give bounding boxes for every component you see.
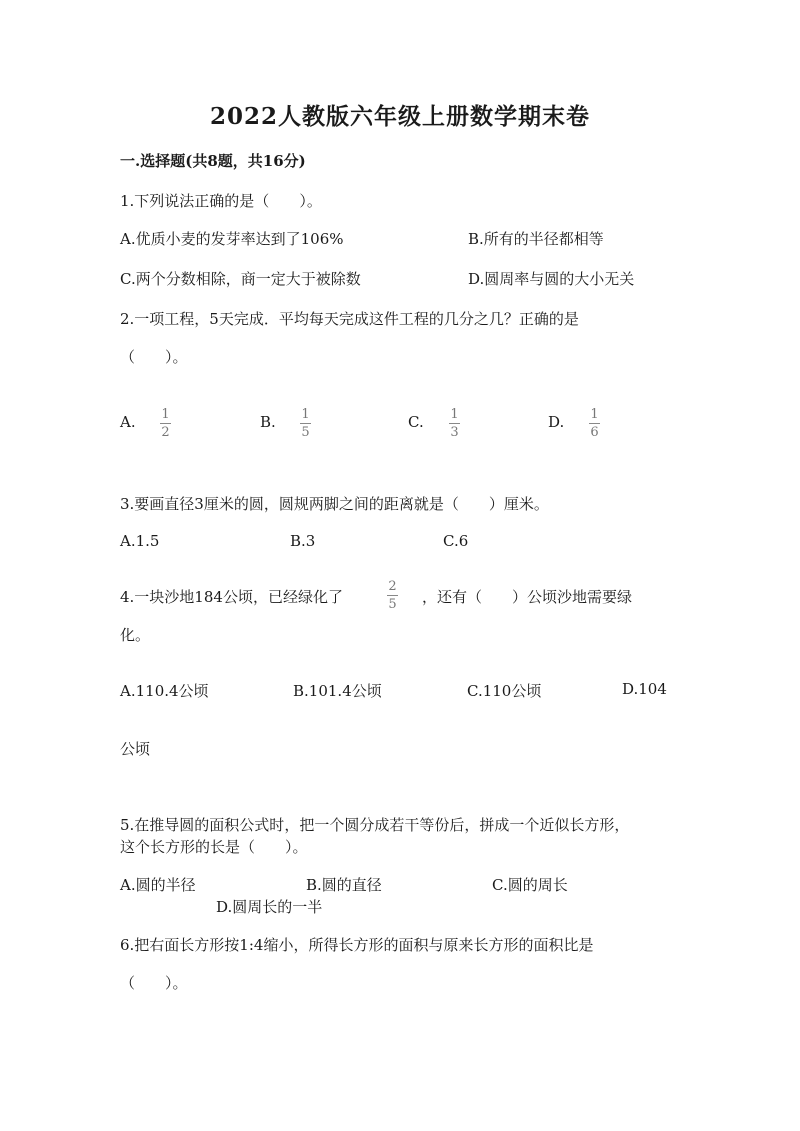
section-heading: 一.选择题(共8题，共16分) <box>120 152 306 170</box>
question-5-stem-line1: 5.在推导圆的面积公式时，把一个圆分成若干等份后，拼成一个近似长方形， <box>120 816 630 834</box>
question-5-option-a: A.圆的半径 <box>120 876 196 894</box>
fraction-numerator: 1 <box>590 407 599 422</box>
fraction-numerator: 1 <box>161 407 170 422</box>
question-3-stem: 3.要画直径3厘米的圆，圆规两脚之间的距离就是（ ）厘米。 <box>120 495 549 513</box>
question-3-option-c: C.6 <box>443 532 469 550</box>
question-3-option-a: A.1.5 <box>120 532 160 550</box>
fraction-bar <box>160 423 171 424</box>
question-4-option-b: B.101.4公顷 <box>293 682 382 700</box>
question-1-stem: 1.下列说法正确的是（ ）。 <box>120 192 322 210</box>
question-5-stem-line2: 这个长方形的长是（ ）。 <box>120 838 308 856</box>
question-2-option-c-label: C. <box>408 413 424 431</box>
fraction-numerator: 2 <box>388 579 397 594</box>
question-5-option-d: D.圆周长的一半 <box>216 898 323 916</box>
question-4-stem-part2: ，还有（ ）公顷沙地需要绿 <box>422 588 633 606</box>
question-6-stem-line1: 6.把右面长方形按1:4缩小，所得长方形的面积与原来长方形的面积比是 <box>120 936 594 954</box>
fraction-denominator: 3 <box>450 425 459 440</box>
question-4-stem-line2: 化。 <box>120 626 151 644</box>
question-4-option-c: C.110公顷 <box>467 682 542 700</box>
question-4-option-d-continued: 公顷 <box>120 740 151 758</box>
question-1-option-a: A.优质小麦的发芽率达到了106% <box>120 230 344 248</box>
fraction-denominator: 2 <box>161 425 170 440</box>
question-6-stem-line2: （ ）。 <box>120 974 188 992</box>
question-4-option-d: D.104 <box>622 680 667 698</box>
question-2-option-d-label: D. <box>548 413 565 431</box>
question-2-stem-line1: 2.一项工程，5天完成．平均每天完成这件工程的几分之几？正确的是 <box>120 310 579 328</box>
fraction-numerator: 1 <box>450 407 459 422</box>
question-2-option-c-fraction <box>449 407 460 440</box>
fraction-bar <box>387 595 398 596</box>
question-1-option-b: B.所有的半径都相等 <box>468 230 604 248</box>
question-2-option-a-fraction <box>160 407 171 440</box>
fraction-bar <box>300 423 311 424</box>
question-2-option-d-fraction <box>589 407 600 440</box>
question-2-option-b-fraction <box>300 407 311 440</box>
fraction-bar <box>449 423 460 424</box>
page-title: 2022人教版六年级上册数学期末卷 <box>209 103 590 130</box>
fraction-denominator: 5 <box>301 425 310 440</box>
question-3-option-b: B.3 <box>290 532 316 550</box>
question-1-option-d: D.圆周率与圆的大小无关 <box>468 270 635 288</box>
question-4-fraction <box>387 579 398 612</box>
question-4-stem-part1: 4.一块沙地184公顷，已经绿化了 <box>120 588 343 606</box>
question-4-option-a: A.110.4公顷 <box>120 682 209 700</box>
fraction-denominator: 6 <box>590 425 599 440</box>
fraction-numerator: 1 <box>301 407 310 422</box>
question-2-option-b-label: B. <box>260 413 276 431</box>
question-1-option-c: C.两个分数相除，商一定大于被除数 <box>120 270 361 288</box>
question-5-option-c: C.圆的周长 <box>492 876 568 894</box>
question-5-option-b: B.圆的直径 <box>306 876 382 894</box>
question-2-stem-line2: （ ）。 <box>120 348 188 366</box>
question-2-option-a-label: A. <box>120 413 136 431</box>
fraction-bar <box>589 423 600 424</box>
fraction-denominator: 5 <box>388 597 397 612</box>
